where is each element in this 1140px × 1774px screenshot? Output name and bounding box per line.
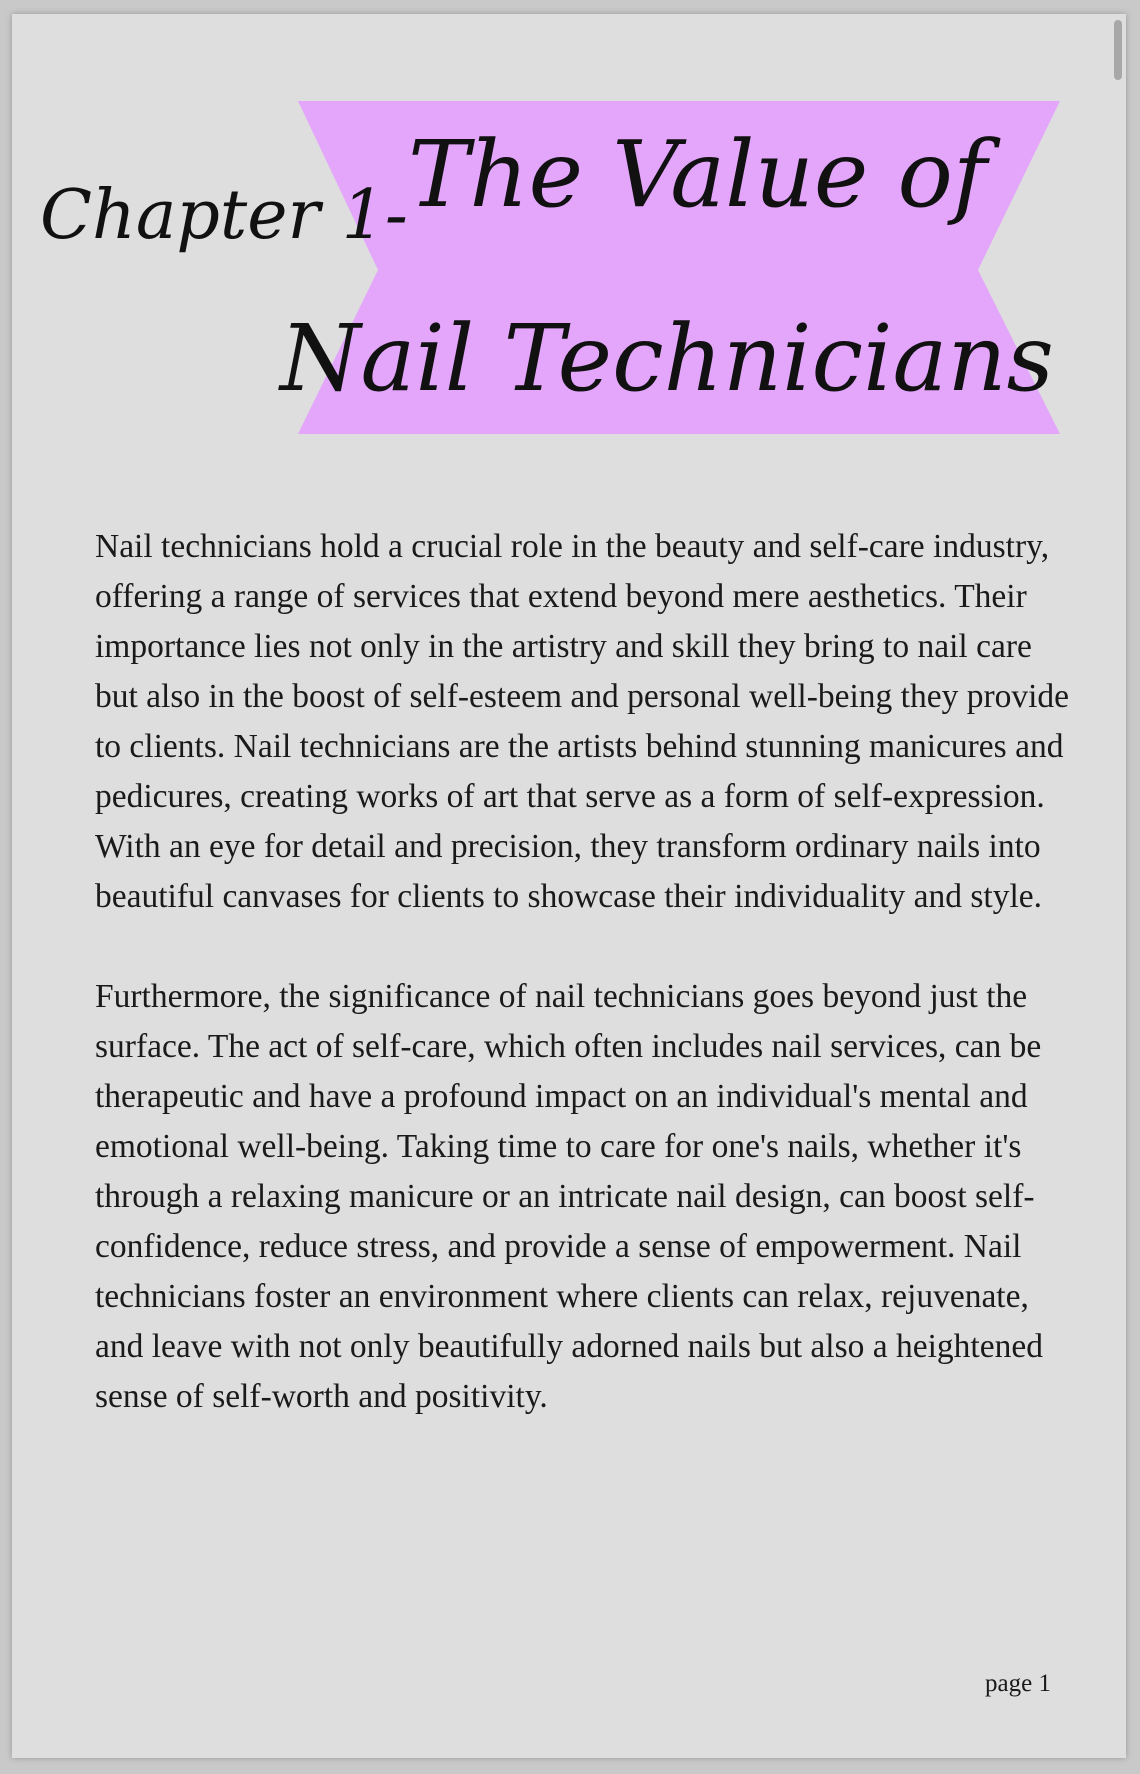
chapter-body xyxy=(95,522,1075,1472)
chapter-prefix: Chapter 1- xyxy=(40,176,408,255)
title-banner xyxy=(12,14,1126,474)
page-number: page 1 xyxy=(985,1670,1051,1697)
title-line-2: Nail Technicians xyxy=(280,305,1054,412)
document-page xyxy=(12,14,1126,1758)
title-line-1: The Value of xyxy=(408,121,987,228)
paragraph-1: Nail technicians hold a crucial role in the beauty and self-care industry, offering a range of services that extend beyond mere aesthetics. Their importance lies not only in the artistry and skill they bring to nail care but also in the boost of self-esteem and personal well-being they provide to clients. Nail technicians are the artists behind stunning manicures and pedicures, creating works of art that serve as a form of self-expression. With an eye for detail and precision, they transform ordinary nails into beautiful canvases for clients to showcase their individuality and style. xyxy=(95,528,1070,915)
paragraph-2: Furthermore, the significance of nail technicians goes beyond just the surface. The act of self-care, which often includes nail services, can be therapeutic and have a profound impact on an individual's mental and emotional well-being. Taking time to care for one's nails, whether it's through a relaxing manicure or an intricate nail design, can boost self-confidence, reduce stress, and provide a sense of empowerment. Nail technicians foster an environment where clients can relax, rejuvenate, and leave with not only beautifully adorned nails but also a heightened sense of self-worth and positivity. xyxy=(95,978,1043,1415)
